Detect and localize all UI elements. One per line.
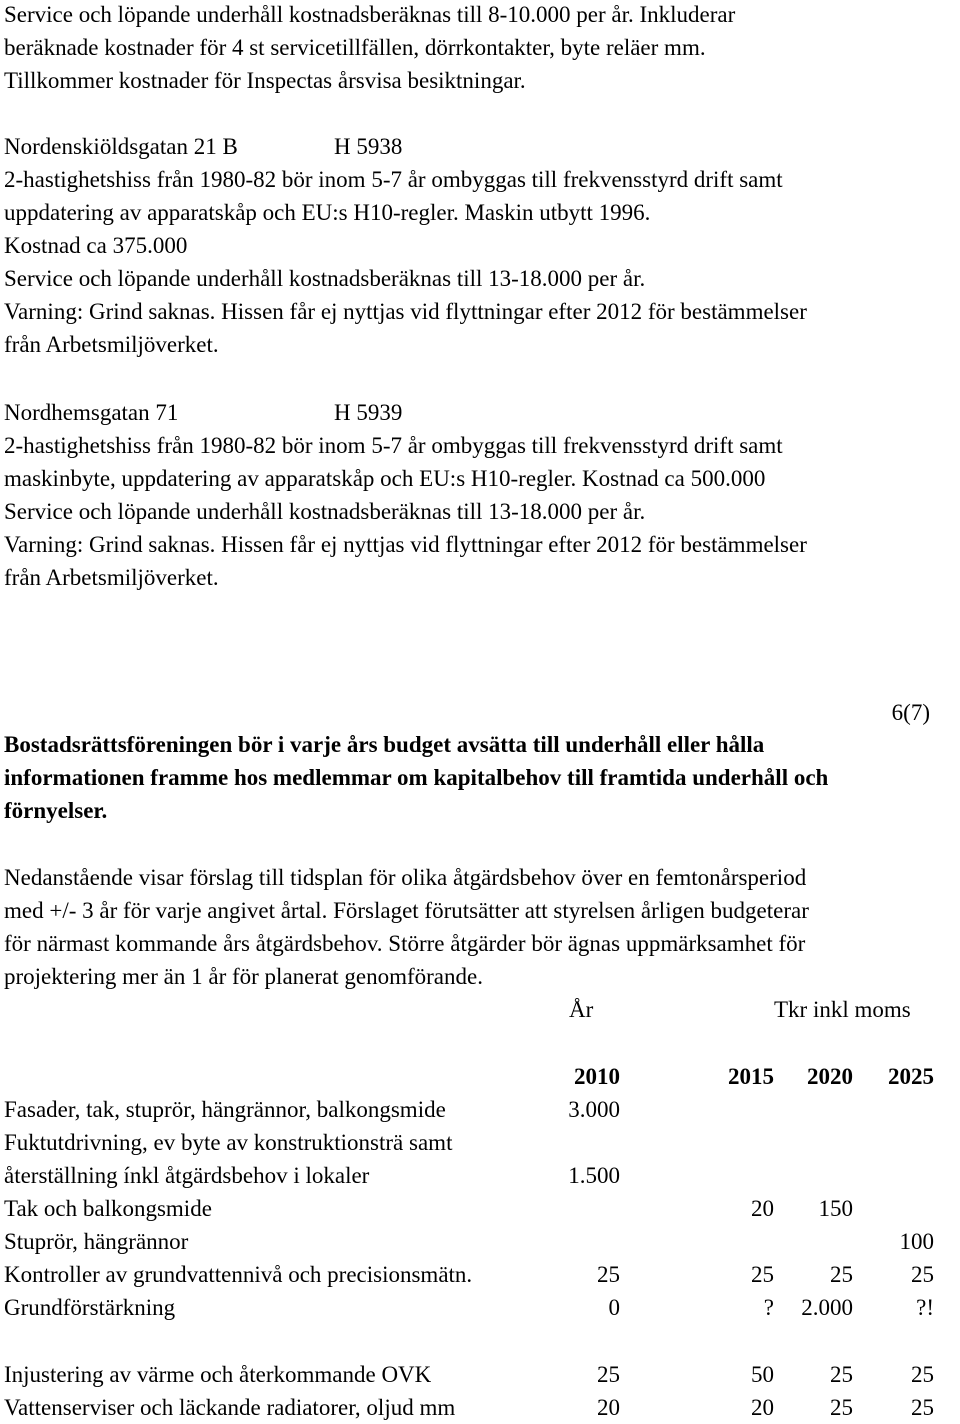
- section-address: Nordenskiöldsgatan 21 B: [4, 134, 238, 159]
- table-cell: 3.000: [568, 1097, 620, 1122]
- table-cell: 25: [830, 1362, 853, 1387]
- year-header: 2015: [728, 1064, 774, 1089]
- section-line: Service och löpande underhåll kostnadsberäknas till 13-18.000 per år.: [4, 266, 646, 291]
- table-cell: 20: [751, 1395, 774, 1420]
- table-cell: 100: [899, 1229, 934, 1254]
- table-row-label: Vattenserviser och läckande radiatorer, oljud mm: [4, 1395, 456, 1420]
- table-header-year: År: [569, 997, 594, 1022]
- table-cell: 20: [597, 1395, 620, 1420]
- section-line: 2-hastighetshiss från 1980-82 bör inom 5-7 år ombyggas till frekvensstyrd drift samt: [4, 167, 783, 192]
- table-row-label: Injustering av värme och återkommande OVK: [4, 1362, 432, 1387]
- table-cell: 1.500: [568, 1163, 620, 1188]
- table-cell: 2.000: [801, 1295, 853, 1320]
- table-cell: 25: [597, 1262, 620, 1287]
- table-cell: 25: [830, 1395, 853, 1420]
- section-line: Varning: Grind saknas. Hissen får ej nyttjas vid flyttningar efter 2012 för bestämmelser: [4, 532, 807, 557]
- section-line: 2-hastighetshiss från 1980-82 bör inom 5-7 år ombyggas till frekvensstyrd drift samt: [4, 433, 783, 458]
- table-cell: ?!: [916, 1295, 934, 1320]
- table-cell: 20: [751, 1196, 774, 1221]
- table-cell: 25: [911, 1262, 934, 1287]
- table-row-label: Grundförstärkning: [4, 1295, 176, 1320]
- intro-line: Tillkommer kostnader för Inspectas årsvisa besiktningar.: [4, 68, 526, 93]
- section-line: Varning: Grind saknas. Hissen får ej nyttjas vid flyttningar efter 2012 för bestämmelser: [4, 299, 807, 324]
- table-header-unit: Tkr inkl moms: [774, 997, 911, 1022]
- table-row-label: Fuktutdrivning, ev byte av konstruktionsträ samt: [4, 1130, 453, 1155]
- elevator-id: H 5938: [334, 134, 403, 159]
- elevator-id: H 5939: [334, 400, 403, 425]
- table-row-label: Fasader, tak, stuprör, hängrännor, balkongsmide: [4, 1097, 446, 1122]
- table-cell: 0: [608, 1295, 620, 1320]
- section-line: från Arbetsmiljöverket.: [4, 565, 219, 590]
- table-cell: 50: [751, 1362, 774, 1387]
- table-cell: 25: [911, 1395, 934, 1420]
- table-row-label: återställning ínkl åtgärdsbehov i lokaler: [4, 1163, 370, 1188]
- year-header: 2010: [574, 1064, 620, 1089]
- table-cell: 25: [751, 1262, 774, 1287]
- year-header: 2025: [888, 1064, 934, 1089]
- plan-line: med +/- 3 år för varje angivet årtal. Förslaget förutsätter att styrelsen årligen budgeterar: [4, 898, 809, 923]
- table-cell: 150: [818, 1196, 853, 1221]
- table-row-label: Stuprör, hängrännor: [4, 1229, 189, 1254]
- section-line: Kostnad ca 375.000: [4, 233, 188, 258]
- plan-line: för närmast kommande års åtgärdsbehov. Större åtgärder bör ägnas uppmärksamhet för: [4, 931, 806, 956]
- table-row-label: Kontroller av grundvattennivå och precisionsmätn.: [4, 1262, 473, 1287]
- intro-line: beräknade kostnader för 4 st servicetillfällen, dörrkontakter, byte reläer mm.: [4, 35, 706, 60]
- section-heading: [4, 130, 403, 163]
- table-cell: 25: [597, 1362, 620, 1387]
- section-line: maskinbyte, uppdatering av apparatskåp och EU:s H10-regler. Kostnad ca 500.000: [4, 466, 766, 491]
- section-address: Nordhemsgatan 71: [4, 400, 179, 425]
- intro-line: Service och löpande underhåll kostnadsberäknas till 8-10.000 per år. Inkluderar: [4, 2, 736, 27]
- bold-line: informationen framme hos medlemmar om kapitalbehov till framtida underhåll och: [4, 765, 829, 790]
- table-row-label: Tak och balkongsmide: [4, 1196, 212, 1221]
- bold-line: förnyelser.: [4, 798, 108, 823]
- table-cell: 25: [830, 1262, 853, 1287]
- plan-line: Nedanstående visar förslag till tidsplan för olika åtgärdsbehov över en femtonårsperiod: [4, 865, 807, 890]
- section-line: uppdatering av apparatskåp och EU:s H10-regler. Maskin utbytt 1996.: [4, 200, 651, 225]
- year-header: 2020: [807, 1064, 853, 1089]
- section-line: Service och löpande underhåll kostnadsberäknas till 13-18.000 per år.: [4, 499, 646, 524]
- table-cell: 25: [911, 1362, 934, 1387]
- bold-line: Bostadsrättsföreningen bör i varje års budget avsätta till underhåll eller hålla: [4, 732, 765, 757]
- section-line: från Arbetsmiljöverket.: [4, 332, 219, 357]
- table-cell: ?: [763, 1295, 774, 1320]
- plan-line: projektering mer än 1 år för planerat genomförande.: [4, 964, 483, 989]
- page-number: 6(7): [891, 700, 930, 725]
- section-heading: [4, 396, 403, 429]
